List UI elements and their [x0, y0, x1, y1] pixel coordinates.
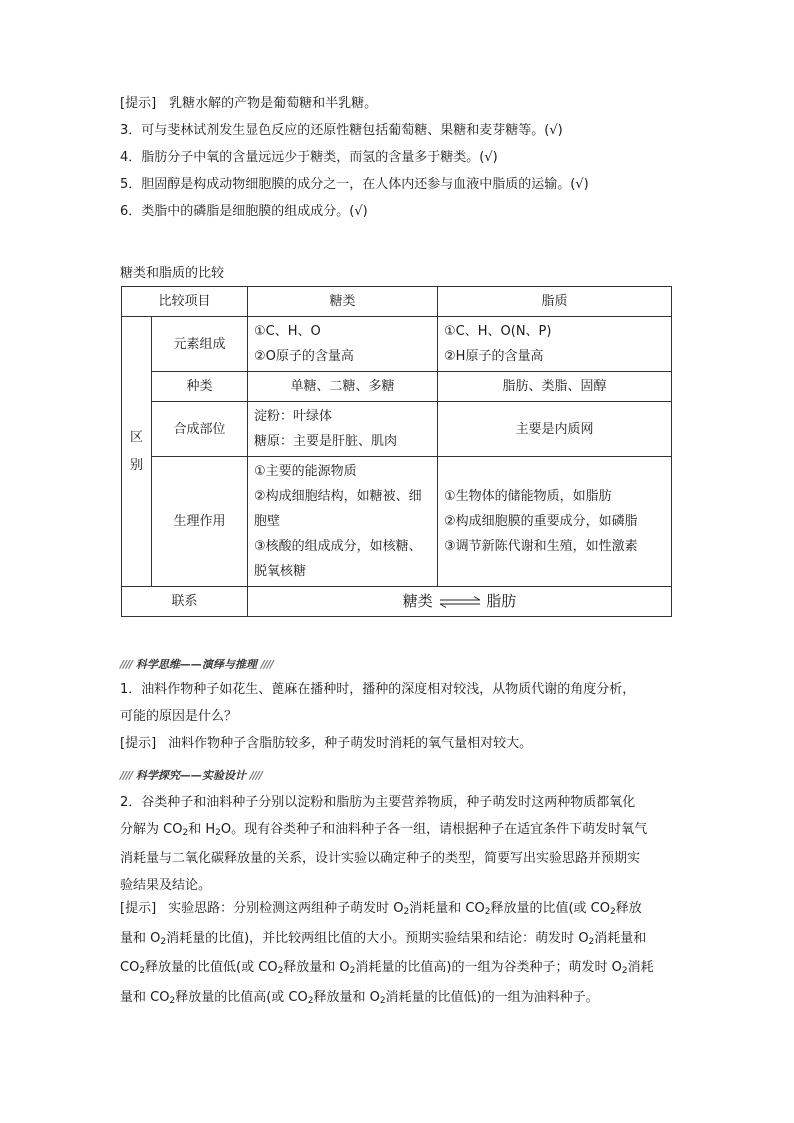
table-row — [122, 457, 672, 587]
row-label: 种类 — [152, 372, 248, 402]
link-right: 脂肪 — [486, 592, 517, 610]
link-cell — [248, 587, 672, 617]
row-label: 生理作用 — [152, 457, 248, 587]
table-title: 糖类和脂质的比较 — [120, 266, 225, 281]
statement-6: 6．类脂中的磷脂是细胞膜的组成成分。(√) — [120, 204, 368, 219]
row-label: 合成部位 — [152, 402, 248, 457]
sugar-cell: ①C、H、O ②O原子的含量高 — [248, 317, 438, 372]
question-1-line2: 可能的原因是什么？ — [120, 709, 238, 724]
answer-1: [提示] 油料作物种子含脂肪较多，种子萌发时消耗的氧气量相对较大。 — [120, 736, 533, 751]
hint-line: [提示] 乳糖水解的产物是葡萄糖和半乳糖。 — [120, 96, 378, 111]
sugar-cell: ①主要的能源物质 ②构成细胞结构，如糖被、细 胞壁 ③核酸的组成成分，如核糖、 脱氧核糖 — [248, 457, 438, 587]
link-label: 联系 — [122, 587, 248, 617]
region-label: 区 别 — [122, 317, 152, 587]
lipid-cell: 脂肪、类脂、固醇 — [438, 372, 672, 402]
header-item: 比较项目 — [122, 287, 248, 317]
row-label: 元素组成 — [152, 317, 248, 372]
sugar-cell: 单糖、二糖、多糖 — [248, 372, 438, 402]
comparison-table — [121, 286, 672, 617]
section-heading-thinking: //// 科学思维——演绎与推理 //// — [120, 658, 273, 671]
link-left: 糖类 — [402, 592, 433, 610]
question-2: 2．谷类种子和油料种子分别以淀粉和脂肪为主要营养物质，种子萌发时这两种物质都氧化 分解为 $CO_2$和 $H_2O$。现有谷类种子和油料种子各一组，请根据种子在适宜条件下萌发时氧气 消耗量与二氧化碳释放量的关系，设计实验以确定种子的类型，简要写出实验思路并预期实 验结果及结论。 — [120, 795, 648, 893]
table-row — [122, 402, 672, 457]
sugar-cell: 淀粉：叶绿体 糖原：主要是肝脏、肌肉 — [248, 402, 438, 457]
question-1-line1: 1．油料作物种子如花生、蓖麻在播种时，播种的深度相对较浅，从物质代谢的角度分析， — [120, 682, 636, 697]
statement-3: 3．可与斐林试剂发生显色反应的还原性糖包括葡萄糖、果糖和麦芽糖等。(√) — [120, 123, 563, 138]
table-header-row — [122, 287, 672, 317]
lipid-cell: ①C、H、O(N、P) ②H原子的含量高 — [438, 317, 672, 372]
equilibrium-arrow-icon — [438, 596, 482, 608]
header-lipid: 脂质 — [438, 287, 672, 317]
table-link-row — [122, 587, 672, 617]
table-row — [122, 317, 672, 372]
answer-2: [提示] 实验思路：分别检测这两组种子萌发时 $O_2$消耗量和 $CO_2$释放量的比值(或 $CO_2$释放 量和 $O_2$消耗量的比值)，并比较两组比值的大小。预期实验结果和结论：萌发时 $O_2$消耗量和 $CO_2$释放量的比值低(或 $CO_2$释放量和 $O_2$消耗量的比值高)的一组为谷类种子；萌发时 $O_2$消耗 量和 $CO_2$释放量的比值高(或 $CO_2$释放量和 $O_2$消耗量的比值低)的一组为油料种子。 — [120, 901, 654, 1006]
section-heading-inquiry: //// 科学探究——实验设计 //// — [120, 769, 262, 782]
lipid-cell: ①生物体的储能物质，如脂肪 ②构成细胞膜的重要成分，如磷脂 ③调节新陈代谢和生殖，如性激素 — [438, 457, 672, 587]
table-row — [122, 372, 672, 402]
header-sugar: 糖类 — [248, 287, 438, 317]
statement-5: 5．胆固醇是构成动物细胞膜的成分之一，在人体内还参与血液中脂质的运输。(√) — [120, 177, 589, 192]
lipid-cell: 主要是内质网 — [438, 402, 672, 457]
statement-4: 4．脂肪分子中氧的含量远远少于糖类，而氢的含量多于糖类。(√) — [120, 150, 498, 165]
